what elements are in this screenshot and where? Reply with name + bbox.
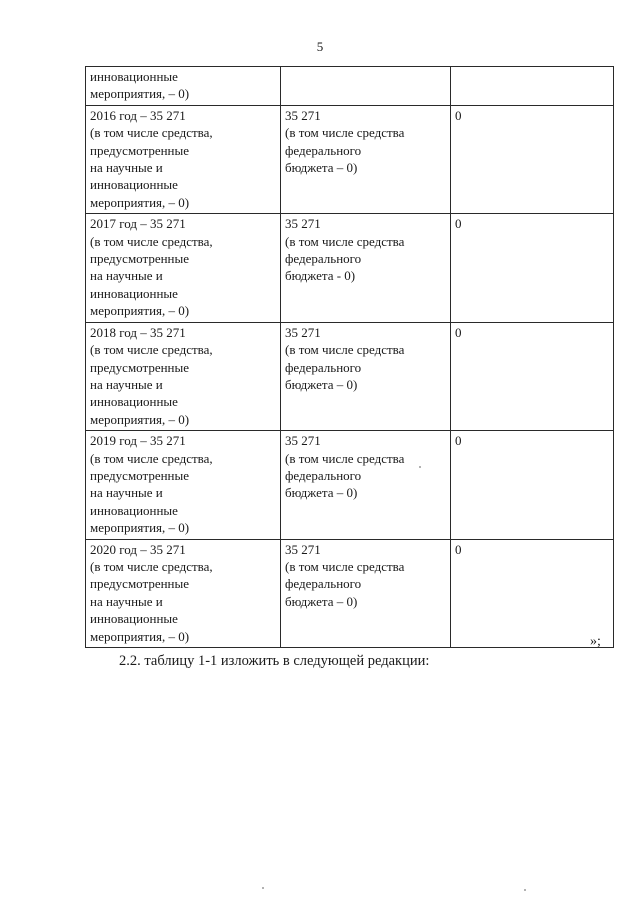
table-cell-other bbox=[451, 214, 614, 322]
cell-text-line: инновационные bbox=[90, 502, 178, 518]
cell-text-line: 35 271 bbox=[285, 433, 321, 449]
table-row bbox=[86, 105, 614, 213]
closing-quote: »; bbox=[590, 634, 601, 649]
cell-text-line: федерального bbox=[285, 576, 362, 592]
cell-text-line: инновационные bbox=[90, 177, 178, 193]
table-row bbox=[86, 431, 614, 539]
scan-speck bbox=[262, 887, 264, 889]
cell-text-line: (в том числе средства, bbox=[90, 450, 213, 466]
table-cell-total bbox=[86, 322, 281, 430]
cell-text-line: 2020 год – 35 271 bbox=[90, 541, 186, 557]
cell-text-line: 0 bbox=[455, 541, 462, 557]
cell-text-line: 35 271 bbox=[285, 216, 321, 232]
cell-text-line: мероприятия, – 0) bbox=[90, 628, 190, 644]
table-cell-other bbox=[451, 322, 614, 430]
table-cell-total bbox=[86, 539, 281, 647]
budget-table bbox=[85, 66, 614, 648]
cell-text-line: бюджета – 0) bbox=[285, 160, 358, 176]
table-cell-federal bbox=[281, 214, 451, 322]
cell-text-line: (в том числе средства, bbox=[90, 342, 213, 358]
cell-text-line: мероприятия, – 0) bbox=[90, 520, 190, 536]
instruction-paragraph: 2.2. таблицу 1-1 изложить в следующей редакции: bbox=[119, 653, 430, 669]
cell-text-line: 0 bbox=[455, 216, 462, 232]
cell-text-line: (в том числе средства bbox=[285, 233, 405, 249]
table-cell-total bbox=[86, 105, 281, 213]
scan-speck bbox=[524, 889, 526, 891]
cell-text-line: 2017 год – 35 271 bbox=[90, 216, 186, 232]
table-cell-federal bbox=[281, 105, 451, 213]
cell-text-line: на научные и bbox=[90, 268, 163, 284]
cell-text-line: (в том числе средства bbox=[285, 342, 405, 358]
table-cell-federal bbox=[281, 539, 451, 647]
cell-text-line: 35 271 bbox=[285, 541, 321, 557]
cell-text-line: федерального bbox=[285, 142, 362, 158]
cell-text-line: федерального bbox=[285, 359, 362, 375]
table-cell-other bbox=[451, 431, 614, 539]
cell-text-line: инновационные bbox=[90, 394, 178, 410]
cell-text-line: (в том числе средства, bbox=[90, 125, 213, 141]
cell-text-line: бюджета – 0) bbox=[285, 376, 358, 392]
table-cell-total bbox=[86, 67, 281, 106]
cell-text-line: инновационные bbox=[90, 69, 178, 84]
cell-text-line: инновационные bbox=[90, 611, 178, 627]
cell-text-line: бюджета – 0) bbox=[285, 485, 358, 501]
cell-text-line: на научные и bbox=[90, 376, 163, 392]
table-cell-total bbox=[86, 431, 281, 539]
cell-text-line: предусмотренные bbox=[90, 142, 190, 158]
table-row bbox=[86, 214, 614, 322]
table-cell-other bbox=[451, 67, 614, 106]
cell-text-line: (в том числе средства bbox=[285, 558, 405, 574]
table-row-continuation bbox=[86, 67, 614, 106]
scan-speck bbox=[419, 466, 421, 468]
cell-text-line: предусмотренные bbox=[90, 576, 190, 592]
cell-text-line: бюджета - 0) bbox=[285, 268, 356, 284]
table-cell-federal bbox=[281, 322, 451, 430]
cell-text-line: 35 271 bbox=[285, 107, 321, 123]
cell-text-line: на научные и bbox=[90, 160, 163, 176]
cell-text-line: (в том числе средства bbox=[285, 125, 405, 141]
cell-text-line: 0 bbox=[455, 324, 462, 340]
cell-text-line: мероприятия, – 0) bbox=[90, 86, 190, 102]
cell-text-line: мероприятия, – 0) bbox=[90, 194, 190, 210]
cell-text-line: 2019 год – 35 271 bbox=[90, 433, 186, 449]
cell-text-line: мероприятия, – 0) bbox=[90, 303, 190, 319]
cell-text-line: 35 271 bbox=[285, 324, 321, 340]
table-cell-total bbox=[86, 214, 281, 322]
cell-text-line: (в том числе средства, bbox=[90, 558, 213, 574]
cell-text-line: федерального bbox=[285, 251, 362, 267]
budget-table-body bbox=[86, 67, 614, 648]
page-number: 5 bbox=[316, 39, 324, 54]
cell-text-line: (в том числе средства bbox=[285, 450, 405, 466]
table-row bbox=[86, 539, 614, 647]
cell-text-line: предусмотренные bbox=[90, 467, 190, 483]
cell-text-line: на научные и bbox=[90, 593, 163, 609]
table-row bbox=[86, 322, 614, 430]
cell-text-line: мероприятия, – 0) bbox=[90, 411, 190, 427]
cell-text-line: предусмотренные bbox=[90, 251, 190, 267]
cell-text-line: инновационные bbox=[90, 285, 178, 301]
cell-text-line: 2018 год – 35 271 bbox=[90, 324, 186, 340]
table-cell-other bbox=[451, 539, 614, 647]
table-cell-federal bbox=[281, 67, 451, 106]
cell-text-line: на научные и bbox=[90, 485, 163, 501]
cell-text-line: бюджета – 0) bbox=[285, 593, 358, 609]
table-cell-federal bbox=[281, 431, 451, 539]
cell-text-line: 0 bbox=[455, 107, 462, 123]
cell-text-line: 2016 год – 35 271 bbox=[90, 107, 186, 123]
cell-text-line: (в том числе средства, bbox=[90, 233, 213, 249]
table-cell-other bbox=[451, 105, 614, 213]
cell-text-line: федерального bbox=[285, 467, 362, 483]
cell-text-line: 0 bbox=[455, 433, 462, 449]
cell-text-line: предусмотренные bbox=[90, 359, 190, 375]
